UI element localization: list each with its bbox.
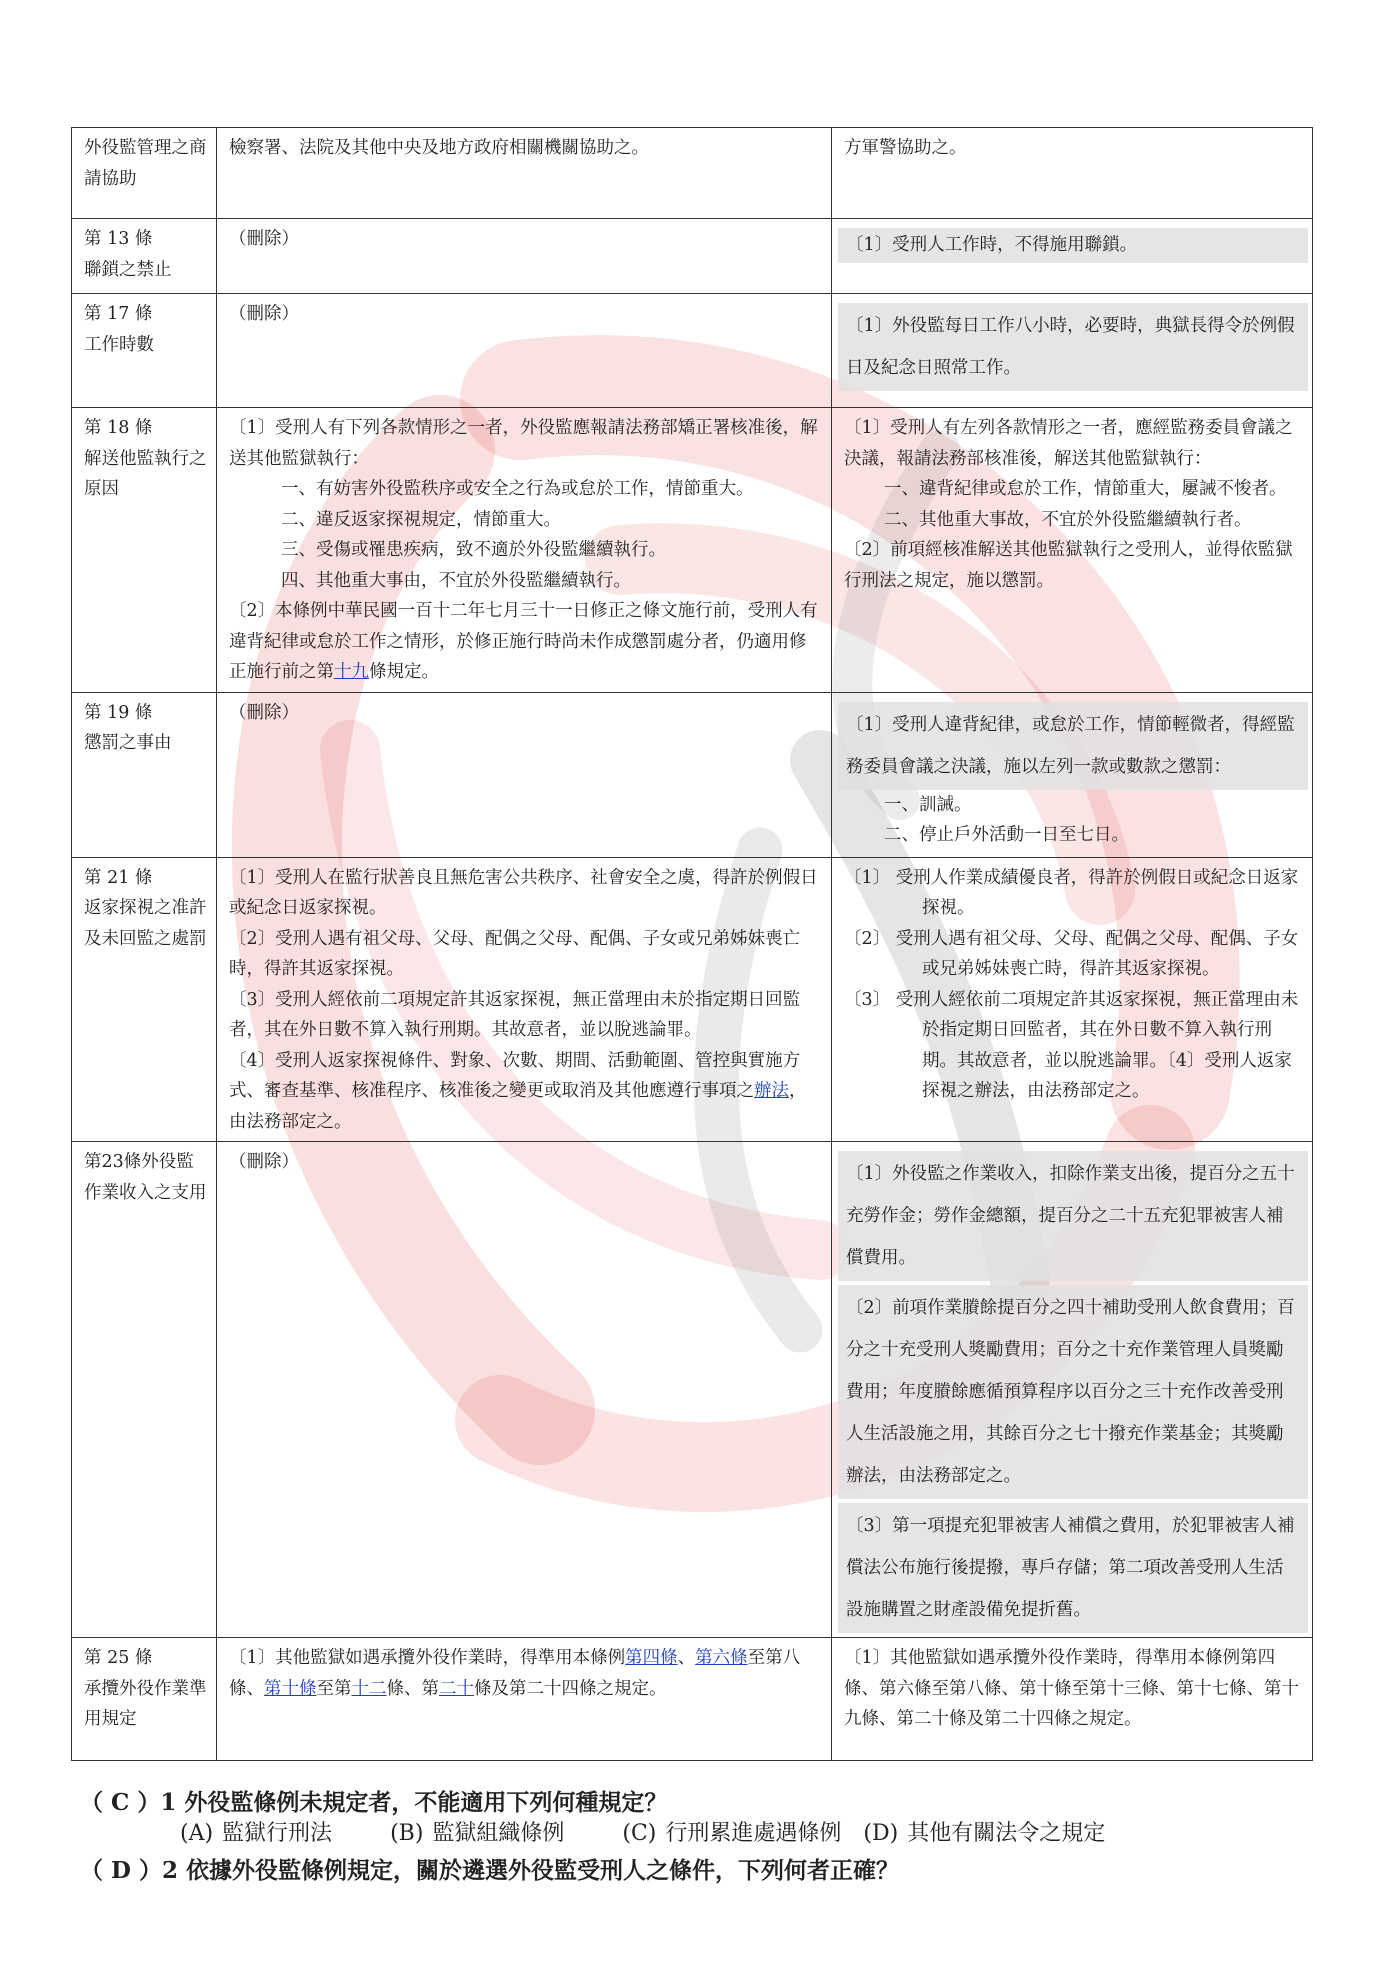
new-text-cell: （刪除） bbox=[217, 1142, 832, 1638]
article-label: 第 25 條 承攬外役作業準用規定 bbox=[72, 1638, 217, 1761]
old-text-cell: 〔1〕受刑人違背紀律，或怠於工作，情節輕微者，得經監務委員會議之決議，施以左列一款或數款之懲罰： 一、訓誡。 二、停止戶外活動一日至七日。 bbox=[832, 692, 1313, 857]
article-label: 第 13 條 聯鎖之禁止 bbox=[72, 219, 217, 294]
article-link[interactable]: 第六條 bbox=[695, 1648, 748, 1668]
answer-marker: （ D ） bbox=[80, 1857, 162, 1884]
old-text-cell: 〔1〕受刑人有左列各款情形之一者，應經監務委員會議之決議，報請法務部核准後，解送其他監獄執行： 一、違背紀律或怠於工作，情節重大，屢誡不悛者。 二、其他重大事故，不宜於外役監繼續執行者。 〔2〕前項經核准解送其他監獄執行之受刑人，並得依監獄行刑法之規定，施以懲罰。 bbox=[832, 408, 1313, 693]
article-label: 第 21 條 返家探視之准許及未回監之處罰 bbox=[72, 857, 217, 1142]
article-label: 外役監管理之商請協助 bbox=[72, 128, 217, 219]
old-text-cell: 〔1〕其他監獄如遇承攬外役作業時，得準用本條例第四條、第六條至第八條、第十條至第十三條、第十七條、第十九條、第二十條及第二十四條之規定。 bbox=[832, 1638, 1313, 1761]
table-row bbox=[72, 1142, 1313, 1638]
table-row bbox=[72, 408, 1313, 693]
article-link[interactable]: 二十 bbox=[439, 1678, 474, 1699]
regulation-link[interactable]: 辦法 bbox=[754, 1081, 789, 1101]
table-row bbox=[72, 857, 1313, 1142]
article-link[interactable]: 第十條 bbox=[264, 1678, 317, 1699]
new-text-cell: （刪除） bbox=[217, 219, 832, 294]
law-comparison-table bbox=[71, 127, 1313, 1761]
answer-marker: （ C ） bbox=[80, 1789, 161, 1816]
article-link[interactable]: 十九 bbox=[334, 662, 369, 682]
question-text: 1 外役監條例未規定者，不能適用下列何種規定？ bbox=[160, 1789, 668, 1816]
option-b: (B) 監獄組織條例 bbox=[390, 1821, 565, 1846]
new-text-cell: 〔1〕受刑人有下列各款情形之一者，外役監應報請法務部矯正署核准後，解送其他監獄執行： 一、有妨害外役監秩序或安全之行為或怠於工作，情節重大。 二、違反返家探視規定，情節重大。 三、受傷或罹患疾病，致不適於外役監繼續執行。 四、其他重大事由，不宜於外役監繼續執行。 〔2〕本條例中華民國一百十二年七月三十一日修正之條文施行前，受刑人有違背紀律或怠於工作之情形，於修正施行時尚未作成懲罰處分者，仍適用修正施行前之第十九條規定。 bbox=[217, 408, 832, 693]
article-link[interactable]: 第四條 bbox=[625, 1648, 678, 1668]
table-row bbox=[72, 692, 1313, 857]
old-text-cell: 〔1〕 受刑人作業成績優良者，得許於例假日或紀念日返家探視。 〔2〕 受刑人遇有祖父母、父母、配偶之父母、配偶、子女或兄弟姊妹喪亡時，得許其返家探視。 〔3〕 受刑人經依前二項規定許其返家探視，無正當理由未於指定期日回監者，其在外日數不算入執行刑期。其故意者，並以脫逃論罪。〔4〕受刑人返家探視之辦法，由法務部定之。 bbox=[832, 857, 1313, 1142]
quiz-options-1 bbox=[180, 1816, 1105, 1847]
old-text-cell: 〔1〕受刑人工作時，不得施用聯鎖。 bbox=[832, 219, 1313, 294]
article-link[interactable]: 十二 bbox=[351, 1678, 387, 1699]
question-text: 2 依據外役監條例規定，關於遴選外役監受刑人之條件，下列何者正確？ bbox=[161, 1857, 899, 1884]
article-label: 第23條外役監作業收入之支用 bbox=[72, 1142, 217, 1638]
option-d: (D) 其他有關法令之規定 bbox=[863, 1821, 1106, 1846]
new-text-cell: 〔1〕其他監獄如遇承攬外役作業時，得準用本條例第四條、第六條至第八條、第十條至第十二條、第二十條及第二十四條之規定。 bbox=[217, 1638, 832, 1761]
old-text-cell: 〔1〕外役監之作業收入，扣除作業支出後，提百分之五十充勞作金；勞作金總額，提百分之二十五充犯罪被害人補償費用。 〔2〕前項作業賸餘提百分之四十補助受刑人飲食費用；百分之十充受刑人獎勵費用；百分之十充作業管理人員獎勵費用；年度賸餘應循預算程序以百分之三十充作改善受刑人生活設施之用，其餘百分之七十撥充作業基金；其獎勵辦法，由法務部定之。 〔3〕第一項提充犯罪被害人補償之費用，於犯罪被害人補償法公布施行後提撥，專戶存儲；第二項改善受刑人生活設施購置之財產設備免提折舊。 bbox=[832, 1142, 1313, 1638]
option-a: (A) 監獄行刑法 bbox=[180, 1821, 333, 1846]
table-row bbox=[72, 1638, 1313, 1761]
option-c: (C) 行刑累進處遇條例 bbox=[622, 1821, 842, 1846]
quiz-question-1 bbox=[80, 1784, 667, 1817]
new-text-cell: （刪除） bbox=[217, 294, 832, 408]
article-label: 第 19 條 懲罰之事由 bbox=[72, 692, 217, 857]
new-text-cell: （刪除） bbox=[217, 692, 832, 857]
article-label: 第 18 條 解送他監執行之原因 bbox=[72, 408, 217, 693]
table-row bbox=[72, 128, 1313, 219]
article-label: 第 17 條 工作時數 bbox=[72, 294, 217, 408]
quiz-question-2 bbox=[80, 1852, 899, 1885]
new-text-cell: 〔1〕受刑人在監行狀善良且無危害公共秩序、社會安全之虞，得許於例假日或紀念日返家探視。 〔2〕受刑人遇有祖父母、父母、配偶之父母、配偶、子女或兄弟姊妹喪亡時，得許其返家探視。 〔3〕受刑人經依前二項規定許其返家探視，無正當理由未於指定期日回監者，其在外日數不算入執行刑期。其故意者，並以脫逃論罪。 〔4〕受刑人返家探視條件、對象、次數、期間、活動範圍、管控與實施方式、審查基準、核准程序、核准後之變更或取消及其他應遵行事項之辦法，由法務部定之。 bbox=[217, 857, 832, 1142]
table-row bbox=[72, 294, 1313, 408]
old-text-cell: 〔1〕外役監每日工作八小時，必要時，典獄長得令於例假日及紀念日照常工作。 bbox=[832, 294, 1313, 408]
old-text-cell: 方軍警協助之。 bbox=[832, 128, 1313, 219]
new-text-cell: 檢察署、法院及其他中央及地方政府相關機關協助之。 bbox=[217, 128, 832, 219]
table-row bbox=[72, 219, 1313, 294]
